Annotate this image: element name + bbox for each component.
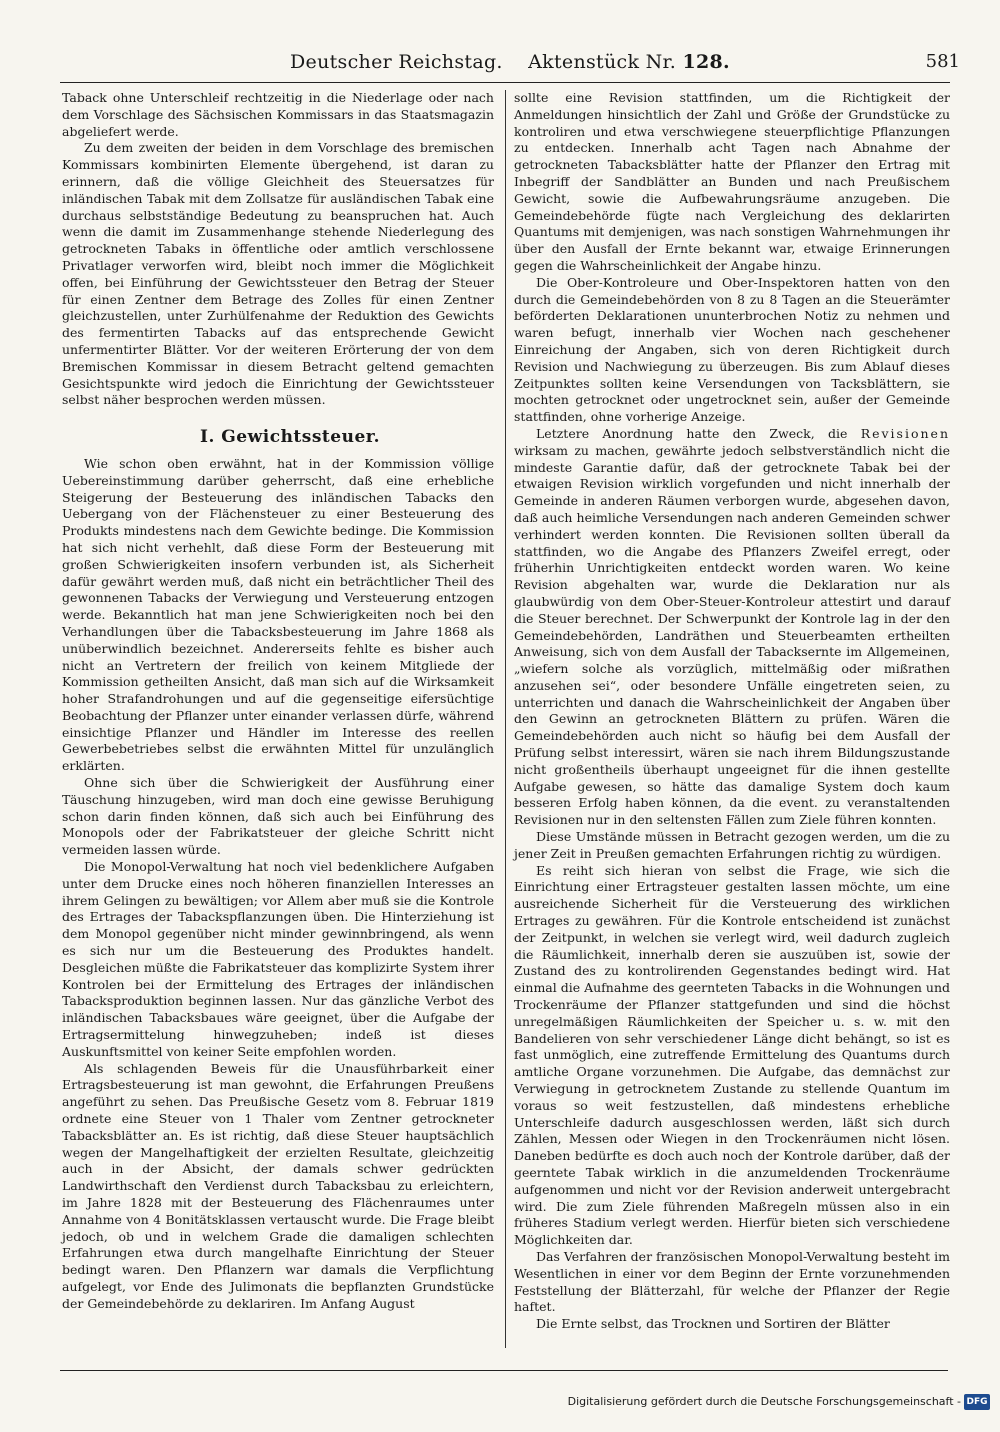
footer-text: Digitalisierung gefördert durch die Deutsche Forschungsgemeinschaft - [567, 1395, 961, 1408]
paragraph: Die Ernte selbst, das Trocknen und Sortiren der Blätter [536, 1316, 890, 1332]
paragraph: Diese Umstände müssen in Betracht gezogen werden, um die zu jener Zeit in Preußen gemachten Erfahrungen richtig zu würdigen. [514, 829, 950, 861]
paragraph: Die Ober-Kontroleure und Ober-Inspektoren hatten von den durch die Gemeindebehörden von 8 zu 8 Tagen an die Steuerämter beförderten Deklarationen ununterbrochen Notiz zu nehmen und waren befugt, innerhalb vier Wochen nach geschehener Einreichung der Angaben, sich von deren Richtigkeit durch Revision und Nachwiegung zu überzeugen. Bis zum Ablauf dieses Zeitpunktes sollten keine Versendungen von Tacksblättern, sie mochten getrocknet oder ungetrocknet sein, außer der Gemeinde stattfinden, ohne vorherige Anzeige. [514, 274, 950, 425]
left-column [62, 90, 494, 1313]
emphasized-word: Revisionen [860, 425, 950, 441]
paragraph: Taback ohne Unterschleif rechtzeitig in die Niederlage oder nach dem Vorschlage des Sächsischen Kommissars in das Staatsmagazin abgeliefert werde. [62, 90, 494, 139]
paragraph: Wie schon oben erwähnt, hat in der Kommission völlige Uebereinstimmung darüber geherrscht, daß eine erhebliche Steigerung der Besteuerung des inländischen Tabacks den Uebergang von der Flächensteuer zu einer Besteuerung des Produkts mindestens nach dem Gewichte bedinge. Die Kommission hat sich nicht verhehlt, daß diese Form der Besteuerung mit großen Schwierigkeiten insofern verbunden ist, als Sicherheit dafür gewährt werden muß, daß nicht ein beträchtlicher Theil des gewonnenen Tabacks der Verwiegung und Versteuerung entzogen werde. Bekanntlich hat man jene Schwierigkeiten noch bei den Verhandlungen über die Tabacksbesteuerung im Jahre 1868 als unüberwindlich bezeichnet. Andererseits fehlte es bisher auch nicht an Vertretern der freilich von keinem Mitgliede der Kommission getheilten Ansicht, daß man sich auf die Wirksamkeit hoher Strafandrohungen und auf die gegenseitige eifersüchtige Beobachtung der Pflanzer unter einander verlassen dürfe, während einsichtige Pflanzer und Händler im Interesse des reellen Gewerbebetriebes selbst die erwähnten Mittel für unzulänglich erklärten. [62, 455, 494, 774]
section-heading: I. Gewichtssteuer. [200, 427, 381, 448]
paragraph: Ohne sich über die Schwierigkeit der Ausführung einer Täuschung hinzugeben, wird man doch eine gewisse Beruhigung schon darin finden können, daß sich auch bei Einführung des Monopols oder der Fabrikatsteuer der gleiche Schritt nicht vermeiden lassen würde. [62, 775, 494, 858]
paragraph: Zu dem zweiten der beiden in dem Vorschlage des bremischen Kommissars kombinirten Elemente übergehend, ist daran zu erinnern, daß die völlige Gleichheit des Steuersatzes für inländischen Tabak mit dem Zollsatze für ausländischen Tabak eine durchaus selbstständige Bedeutung zu beanspruchen hat. Auch wenn die damit im Zusammenhange stehende Niederlegung des getrockneten Tabaks in öffentliche oder amtlich verschlossene Privatlager verworfen wird, bleibt noch immer die Möglichkeit offen, bei Einführung der Gewichtssteuer den Betrag der Steuer für einen Zentner dem Betrage des Zolles für einen Zentner gleichzustellen, unter Zurhülfenahme der Reduktion des Gewichts des fermentirten Tabacks auf das entsprechende Gewicht unfermentirter Blätter. Vor der weiteren Erörterung der von dem Bremischen Kommissar in diesem Betracht geltend gemachten Gesichtspunkte wird jedoch die Einrichtung der Gewichtssteuer selbst näher besprochen werden müssen. [62, 140, 494, 408]
paragraph: Es reiht sich hieran von selbst die Frage, wie sich die Einrichtung einer Ertragsteuer gestalten lassen möchte, um eine ausreichende Sicherheit für die Versteuerung des wirklichen Ertrages zu gewähren. Für die Kontrole entscheidend ist zunächst der Zeitpunkt, in welchen sie verlegt wird, weil dadurch zugleich die Räumlichkeit, innerhalb deren sie auszuüben ist, sowie der Zustand des zu kontrolirenden Gegenstandes bedingt wird. Hat einmal die Aufnahme des geernteten Tabacks in die Wohnungen und Trockenräume der Pflanzer stattgefunden und sind die höchst unregelmäßigen Räumlichkeiten der Speicher u. s. w. mit den Bandelieren von sehr verschiedener Länge dicht behängt, so ist es fast unmöglich, eine zutreffende Ermittelung des Quantums durch amtliche Organe vorzunehmen. Die Aufgabe, das demnächst zur Verwiegung in getrocknetem Zustande zu stellende Quantum im voraus so weit festzustellen, daß mindestens erhebliche Unterschleife dadurch ausgeschlossen werden, läßt sich durch Zählen, Messen oder Wiegen in den Trockenräumen nicht lösen. Daneben bedürfte es doch auch noch der Kontrole darüber, daß der geerntete Tabak wirklich in die anzumeldenden Trockenräume aufgenommen und nicht vor der Revision anderweit untergebracht wird. Die zum Ziele führenden Maßregeln müssen also in ein früheres Stadium verlegt werden. Hierfür bieten sich verschiedene Möglichkeiten dar. [514, 862, 950, 1248]
header-rule [60, 82, 950, 83]
dfg-logo-icon: DFG [964, 1394, 990, 1410]
column-divider [505, 90, 506, 1348]
header-title-right: Aktenstück Nr. [528, 51, 677, 73]
footer-rule [60, 1370, 948, 1371]
digitization-footer [568, 1392, 990, 1412]
paragraph-text: Letztere Anordnung hatte den Zweck, die [536, 425, 861, 441]
paragraph: Die Monopol-Verwaltung hat noch viel bedenklichere Aufgaben unter dem Drucke eines noch höheren finanziellen Interesses an ihrem Gelingen zu bewältigen; vor Allem aber muß sie die Kontrole des Ertrages der Tabackspflanzungen üben. Die Hinterziehung ist dem Monopol gegenüber nicht minder gewinnbringend, als wenn es sich nur um die Besteuerung des Produktes handelt. Desgleichen müßte die Fabrikatsteuer das komplizirte System ihrer Kontrolen bei der Ermittelung des Ertrages der inländischen Tabacksproduktion beginnen lassen. Nur das gänzliche Verbot des inländischen Tabacksbaues wäre geeignet, über die Aufgabe der Ertragsermittelung hinwegzuheben; indeß ist dieses Auskunftsmittel von keiner Seite empfohlen worden. [62, 859, 494, 1059]
paragraph: Als schlagenden Beweis für die Unausführbarkeit einer Ertragsbesteuerung ist man gewohnt, die Erfahrungen Preußens angeführt zu sehen. Das Preußische Gesetz vom 8. Februar 1819 ordnete eine Steuer von 1 Thaler vom Zentner getrockneter Tabacksblätter an. Es ist richtig, daß diese Steuer hauptsächlich wegen der Mangelhaftigkeit der erzielten Resultate, gleichzeitig auch in der Absicht, der damals schwer gedrückten Landwirthschaft den Verdienst durch Tabacksbau zu erleichtern, im Jahre 1828 mit der Besteuerung des Flächenraumes unter Annahme von 4 Bonitätsklassen vertauscht wurde. Die Frage bleibt jedoch, ob und in welchem Grade die damaligen schlechten Erfahrungen etwa durch mangelhafte Einrichtung der Steuer bedingt waren. Den Pflanzern war damals die Verpflichtung aufgelegt, vor Ende des Julimonats die bepflanzten Grundstücke der Gemeindebehörde zu deklariren. Im Anfang August [62, 1060, 494, 1311]
running-title [60, 46, 960, 78]
paragraph: Das Verfahren der französischen Monopol-Verwaltung besteht im Wesentlichen in einer vor dem Beginn der Ernte vorzunehmenden Feststellung der Blätterzahl, für welche der Pflanzer der Regie haftet. [514, 1248, 950, 1315]
page-header [60, 46, 960, 78]
paragraph-text: wirksam zu machen, gewährte jedoch selbstverständlich nicht die mindeste Garantie dafür, daß der getrocknete Tabak bei der etwaigen Revision wirklich vorgefunden und nicht innerhalb der Gemeinde in anderen Räumen verborgen wurde, abgesehen davon, daß auch heimliche Versendungen nach anderen Gemeinden schwer verhindert werden konnten. Die Revisionen sollten überall da stattfinden, wo die Angabe des Pflanzers Zweifel erregt, oder früherhin Unrichtigkeiten entdeckt worden waren. Wo keine Revision abgehalten war, wurde die Deklaration nur als glaubwürdig von dem Ober-Steuer-Kontroleur attestirt und darauf die Steuer berechnet. Der Schwerpunkt der Kontrole lag in der den Gemeindebehörden, Landräthen und Steuerbeamten ertheilten Anweisung, sich von dem Ausfall der Tabacksernte im Allgemeinen, „wiefern solche als vorzüglich, mittelmäßig oder mißrathen anzusehen sei“, oder besondere Unfälle eingetreten seien, zu unterrichten und danach die Wahrscheinlichkeit der Angaben über den Gewinn an getrockneten Blättern zu prüfen. Wären die Gemeindebehörden auch nicht so häufig bei dem Ausfall der Prüfung selbst interessirt, wären sie nach ihrem Bildungszustande nicht großentheils überhaupt ungeeignet für die ihnen gestellte Aufgabe gewesen, so hätte das damalige System doch kaum besseren Erfolg haben können, da die event. zu veranstaltenden Revisionen nur in den seltensten Fällen zum Ziele führen konnten. [514, 442, 950, 828]
document-number: 128. [682, 51, 730, 73]
paragraph [514, 426, 950, 829]
page-number: 581 [925, 51, 960, 72]
header-title-left: Deutscher Reichstag. [290, 51, 503, 73]
right-column [514, 90, 950, 1333]
paragraph: sollte eine Revision stattfinden, um die Richtigkeit der Anmeldungen hinsichtlich der Zahl und Größe der Grundstücke zu kontroliren und etwa verschwiegene steuerpflichtige Pflanzungen zu entdecken. Innerhalb acht Tagen nach Abnahme der getrockneten Tabacksblätter hatte der Pflanzer den Ertrag mit Inbegriff der Sandblätter an Bunden und nach Preußischem Gewicht, sowie die Aufbewahrungsräume anzugeben. Die Gemeindebehörde fügte nach Vergleichung des deklarirten Quantums mit demjenigen, was nach sonstigen Wahrnehmungen ihr über den Ausfall der Ernte bekannt war, etwaige Erinnerungen gegen die Wahrscheinlichkeit der Angabe hinzu. [514, 90, 950, 273]
